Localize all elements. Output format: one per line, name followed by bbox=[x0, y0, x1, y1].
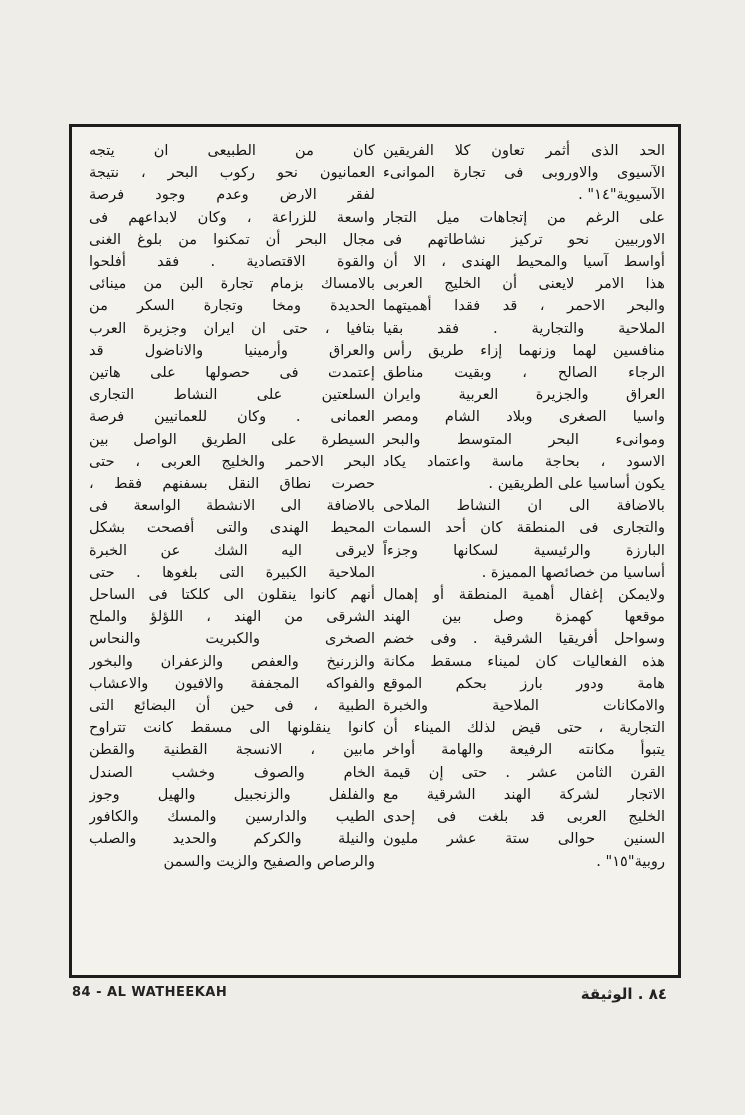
text-line: يتبوأ مكانته الرفيعة والهامة أواخر bbox=[383, 741, 665, 759]
text-line: حصرت نطاق النقل بسفنهم فقط ، bbox=[89, 475, 375, 493]
text-line: الخام والصوف وخشب الصندل bbox=[89, 763, 375, 781]
text-line: مابين ، الانسجة القطنية والقطن bbox=[89, 741, 375, 759]
text-line: الرجاء الصالح ، وبقيت مناطق bbox=[383, 364, 665, 382]
text-line: إعتمدت فى حصولها على هاتين bbox=[89, 364, 375, 382]
text-line: الاتجار لشركة الهند الشرقية مع bbox=[383, 785, 665, 803]
text-line: الحديدة ومخا وتجارة السكر من bbox=[89, 297, 375, 315]
text-line: منافسين لهما وزنهما إزاء طريق رأس bbox=[383, 341, 665, 359]
footer-arabic-title: ٨٤ . الوثيقة bbox=[580, 985, 667, 1003]
text-line: الشرقى من الهند ، اللؤلؤ والملح bbox=[89, 608, 375, 626]
text-line: الخليج العربى قد بلغت فى إحدى bbox=[383, 808, 665, 826]
text-line: موقعها كهمزة وصل بين الهند bbox=[383, 608, 665, 626]
text-line: الملاحية الكبيرة التى بلغوها . حتى bbox=[89, 563, 375, 581]
text-line: والفلفل والزنجبيل والهيل وجوز bbox=[89, 785, 375, 803]
text-line: وموانىء البحر المتوسط والبحر bbox=[383, 430, 665, 448]
text-line: والقوة الاقتصادية . فقد أفلحوا bbox=[89, 253, 375, 271]
text-line: مجال البحر أن تمكنوا من بلوغ الغنى bbox=[89, 230, 375, 248]
text-line: لايرقى اليه الشك عن الخبرة bbox=[89, 541, 375, 559]
text-line: أنهم كانوا ينقلون الى كلكتا فى الساحل bbox=[89, 586, 375, 604]
text-line: بالاضافة الى ان النشاط الملاحى bbox=[383, 497, 665, 515]
text-line: وسواحل أفريقيا الشرقية . وفى خضم bbox=[383, 630, 665, 648]
text-line: أساسيا من خصائصها المميزة . bbox=[481, 563, 665, 581]
text-line: الطيب والدارسين والمسك والكافور bbox=[89, 808, 375, 826]
text-column-left bbox=[89, 140, 375, 970]
text-line: العمانيون نحو ركوب البحر ، نتيجة bbox=[89, 164, 375, 182]
text-line: الاوربيين نحو تركيز نشاطاتهم فى bbox=[383, 230, 665, 248]
text-line: العمانى . وكان للعمانيين فرصة bbox=[89, 408, 375, 426]
text-line: والامكانات الملاحية والخبرة bbox=[383, 697, 665, 715]
text-line: هذه الفعاليات كان لميناء مسقط مكانة bbox=[383, 652, 665, 670]
text-line: السيطرة على الطريق الواصل بين bbox=[89, 430, 375, 448]
text-line: القرن الثامن عشر . حتى إن قيمة bbox=[383, 763, 665, 781]
text-line: واسعة للزراعة ، وكان لابداعهم فى bbox=[89, 208, 375, 226]
text-line: المحيط الهندى والتى أفصحت بشكل bbox=[89, 519, 375, 537]
text-line: العراق والجزيرة العربية وايران bbox=[383, 386, 665, 404]
text-line: واسيا الصغرى وبلاد الشام ومصر bbox=[383, 408, 665, 426]
text-line: هامة ودور بارز بحكم الموقع bbox=[383, 674, 665, 692]
text-line: الملاحية والتجارية . فقد بقيا bbox=[383, 319, 665, 337]
text-line: التجارية ، حتى قيض لذلك الميناء أن bbox=[383, 719, 665, 737]
text-line: والرصاص والصفيح والزيت والسمن bbox=[163, 852, 375, 870]
text-line: الآسيوى والاوروبى فى تجارة الموانىء bbox=[383, 164, 665, 182]
text-line: هذا الامر لايعنى أن الخليج العربى bbox=[383, 275, 665, 293]
footer-english-title: 84 - AL WATHEEKAH bbox=[72, 985, 228, 1000]
text-line: بالاضافة الى الانشطة الواسعة فى bbox=[89, 497, 375, 515]
text-line: بتافيا ، حتى ان ايران وجزيرة العرب bbox=[89, 319, 375, 337]
text-line: لفقر الارض وعدم وجود فرصة bbox=[89, 186, 375, 204]
text-line: على الرغم من إتجاهات ميل التجار bbox=[383, 208, 665, 226]
text-line: يكون أساسيا على الطريقين . bbox=[488, 475, 665, 493]
text-line: والتجارى فى المنطقة كان أحد السمات bbox=[383, 519, 665, 537]
text-line: كانوا ينقلونها الى مسقط كانت تتراوح bbox=[89, 719, 375, 737]
text-line: البحر الاحمر والخليج العربى ، حتى bbox=[89, 452, 375, 470]
text-line: الآسيوية"١٤" . bbox=[578, 186, 665, 204]
text-line: والفواكه المجففة والافيون والاعشاب bbox=[89, 674, 375, 692]
text-column-right bbox=[383, 140, 665, 970]
text-line: الحد الذى أثمر تعاون كلا الفريقين bbox=[383, 142, 665, 159]
text-line: والعراق وأرمينيا والاناضول قد bbox=[89, 341, 375, 359]
text-line: الصخرى والكبريت والنحاس bbox=[89, 630, 375, 648]
text-line: الطبية ، فى حين أن البضائع التى bbox=[89, 697, 375, 715]
text-line: كان من الطبيعى ان يتجه bbox=[89, 142, 375, 159]
text-line: ولايمكن إغفال أهمية المنطقة أو إهمال bbox=[383, 586, 665, 604]
text-line: والزرنيخ والعفص والزعفران والبخور bbox=[89, 652, 375, 670]
text-line: روبية"١٥" . bbox=[596, 852, 665, 870]
text-line: بالامساك بزمام تجارة البن من مينائى bbox=[89, 275, 375, 293]
text-line: البارزة والرئيسية لسكانها وجزءاً bbox=[383, 541, 665, 559]
text-line: الاسود ، بحاجة ماسة واعتماد يكاد bbox=[383, 452, 665, 470]
text-line: والنيلة والكركم والحديد والصلب bbox=[89, 830, 375, 848]
text-line: السلعتين على النشاط التجارى bbox=[89, 386, 375, 404]
text-line: السنين حوالى ستة عشر مليون bbox=[383, 830, 665, 848]
text-line: والبحر الاحمر ، قد فقدا أهميتهما bbox=[383, 297, 665, 315]
text-line: أواسط آسيا والمحيط الهندى ، الا أن bbox=[383, 253, 665, 271]
